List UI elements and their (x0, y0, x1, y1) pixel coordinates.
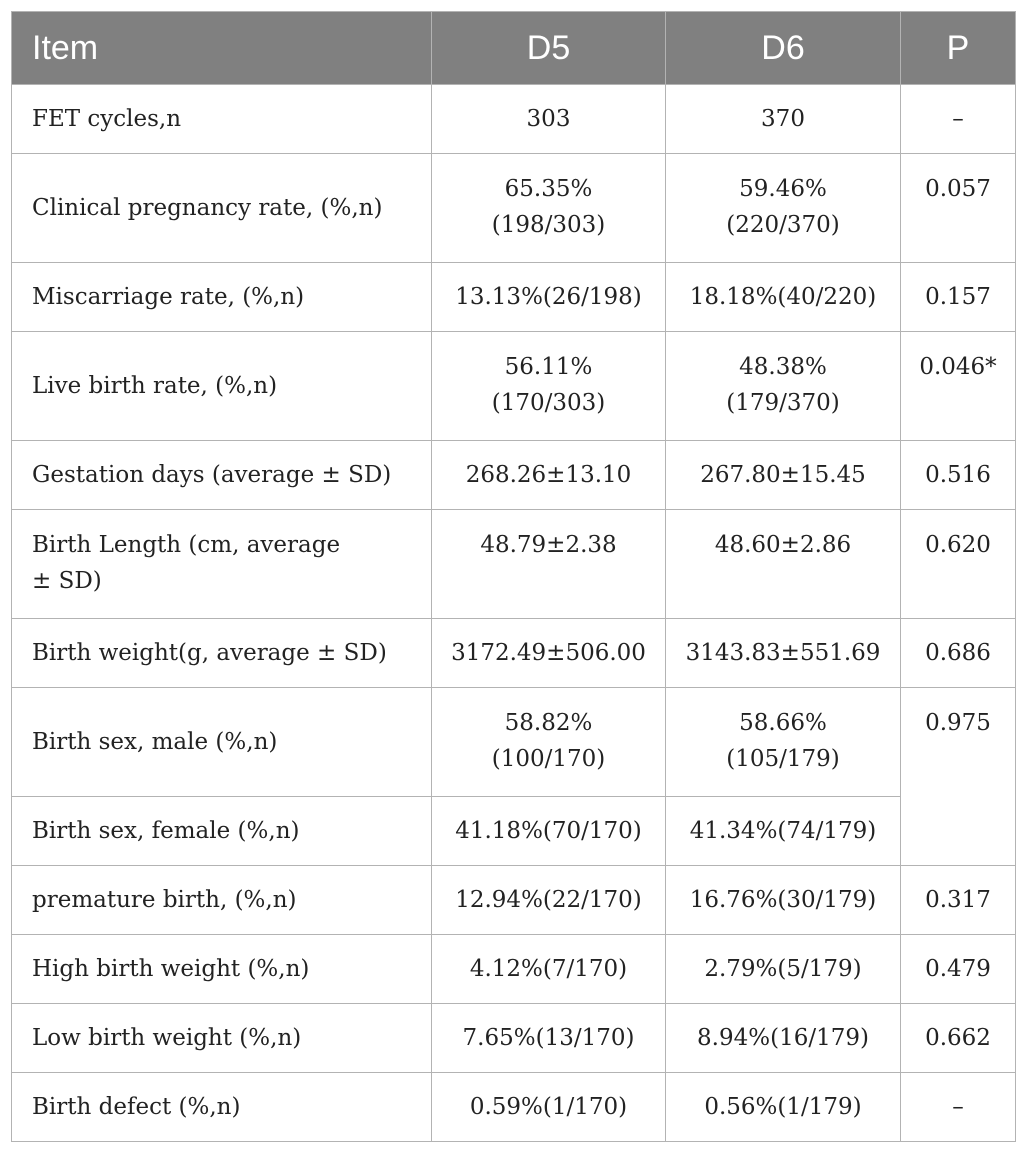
row-item-label: Gestation days (average ± SD) (12, 441, 432, 510)
row-d6-value (666, 797, 901, 866)
table-body (12, 85, 1016, 1142)
row-d6-value (666, 154, 901, 263)
table-row (12, 441, 1016, 510)
table-row (12, 619, 1016, 688)
item-line: Birth Length (cm, average (32, 532, 341, 558)
cell-line: (220/370) (726, 212, 840, 238)
row-d5-value (432, 154, 666, 263)
cell-line: 48.38% (739, 354, 827, 380)
table-row (12, 688, 1016, 797)
cell-line: 4.12%(7/170) (469, 956, 628, 982)
table-row (12, 332, 1016, 441)
row-d5-value (432, 688, 666, 797)
row-d5-value (432, 510, 666, 619)
cell-line: 0.56%(1/179) (704, 1094, 862, 1120)
row-p-value: 0.620 (901, 510, 1016, 619)
cell-line: 3143.83±551.69 (685, 640, 881, 666)
cell-line: 18.18%(40/220) (689, 284, 877, 310)
row-d6-value (666, 510, 901, 619)
cell-line: (100/170) (491, 746, 606, 772)
cell-line: 3172.49±506.00 (451, 640, 646, 666)
table-row (12, 263, 1016, 332)
cell-line: 370 (761, 106, 805, 132)
results-table (11, 11, 1016, 1142)
row-p-value: – (901, 1073, 1016, 1142)
row-d5-value (432, 332, 666, 441)
cell-line: (198/303) (491, 212, 606, 238)
table-row (12, 866, 1016, 935)
row-item-label: Birth sex, female (%,n) (12, 797, 432, 866)
table-row (12, 154, 1016, 263)
cell-line: 58.82% (504, 710, 593, 736)
cell-line: 303 (526, 106, 571, 132)
row-d6-value (666, 85, 901, 154)
table-row (12, 1004, 1016, 1073)
row-d6-value (666, 263, 901, 332)
row-d5-value (432, 1004, 666, 1073)
cell-line: 16.76%(30/179) (689, 887, 877, 913)
row-d6-value (666, 866, 901, 935)
cell-line: 2.79%(5/179) (704, 956, 862, 982)
header-d5: D5 (432, 12, 666, 85)
table-row (12, 85, 1016, 154)
row-d5-value (432, 85, 666, 154)
table-header (12, 12, 1016, 85)
row-d6-value (666, 1004, 901, 1073)
row-p-value: 0.057 (901, 154, 1016, 263)
row-d6-value (666, 688, 901, 797)
table-row (12, 797, 1016, 866)
row-d5-value (432, 797, 666, 866)
row-item-label (12, 510, 432, 619)
cell-line: 41.34%(74/179) (689, 818, 877, 844)
table-row (12, 935, 1016, 1004)
cell-line: 12.94%(22/170) (455, 887, 642, 913)
header-p: P (901, 12, 1016, 85)
row-d5-value (432, 1073, 666, 1142)
row-item-label: Birth weight(g, average ± SD) (12, 619, 432, 688)
row-d6-value (666, 441, 901, 510)
cell-line: 48.79±2.38 (480, 532, 617, 558)
cell-line: (170/303) (491, 390, 606, 416)
row-item-label: Miscarriage rate, (%,n) (12, 263, 432, 332)
row-d5-value (432, 263, 666, 332)
row-d6-value (666, 1073, 901, 1142)
row-d5-value (432, 619, 666, 688)
row-p-value: 0.157 (901, 263, 1016, 332)
cell-line: 59.46% (739, 176, 827, 202)
cell-line: 0.59%(1/170) (469, 1094, 628, 1120)
row-item-label: FET cycles,n (12, 85, 432, 154)
row-d6-value (666, 935, 901, 1004)
row-item-label: Live birth rate, (%,n) (12, 332, 432, 441)
row-item-label: Birth defect (%,n) (12, 1073, 432, 1142)
cell-line: 7.65%(13/170) (462, 1025, 635, 1051)
row-d5-value (432, 441, 666, 510)
row-d5-value (432, 866, 666, 935)
cell-line: 48.60±2.86 (714, 532, 852, 558)
cell-line: (179/370) (726, 390, 840, 416)
row-item-label: premature birth, (%,n) (12, 866, 432, 935)
table-row (12, 1073, 1016, 1142)
row-item-label: Low birth weight (%,n) (12, 1004, 432, 1073)
row-d5-value (432, 935, 666, 1004)
row-p-value: 0.046* (901, 332, 1016, 441)
cell-line: 267.80±15.45 (700, 462, 866, 488)
cell-line: 13.13%(26/198) (455, 284, 642, 310)
item-line: ± SD) (32, 568, 102, 594)
cell-line: 56.11% (504, 354, 593, 380)
row-p-value: 0.317 (901, 866, 1016, 935)
row-p-value: 0.662 (901, 1004, 1016, 1073)
row-p-value: 0.686 (901, 619, 1016, 688)
cell-line: 8.94%(16/179) (697, 1025, 869, 1051)
row-p-value: 0.479 (901, 935, 1016, 1004)
cell-line: 268.26±13.10 (465, 462, 632, 488)
cell-line: (105/179) (726, 746, 840, 772)
row-item-label: High birth weight (%,n) (12, 935, 432, 1004)
table-row (12, 510, 1016, 619)
cell-line: 58.66% (739, 710, 827, 736)
row-item-label: Birth sex, male (%,n) (12, 688, 432, 797)
header-d6: D6 (666, 12, 901, 85)
row-d6-value (666, 619, 901, 688)
header-item: Item (12, 12, 432, 85)
row-p-value: 0.975 (901, 688, 1016, 866)
cell-line: 65.35% (504, 176, 593, 202)
row-d6-value (666, 332, 901, 441)
row-p-value: – (901, 85, 1016, 154)
cell-line: 41.18%(70/170) (455, 818, 642, 844)
row-p-value: 0.516 (901, 441, 1016, 510)
row-item-label: Clinical pregnancy rate, (%,n) (12, 154, 432, 263)
header-row (12, 12, 1016, 85)
